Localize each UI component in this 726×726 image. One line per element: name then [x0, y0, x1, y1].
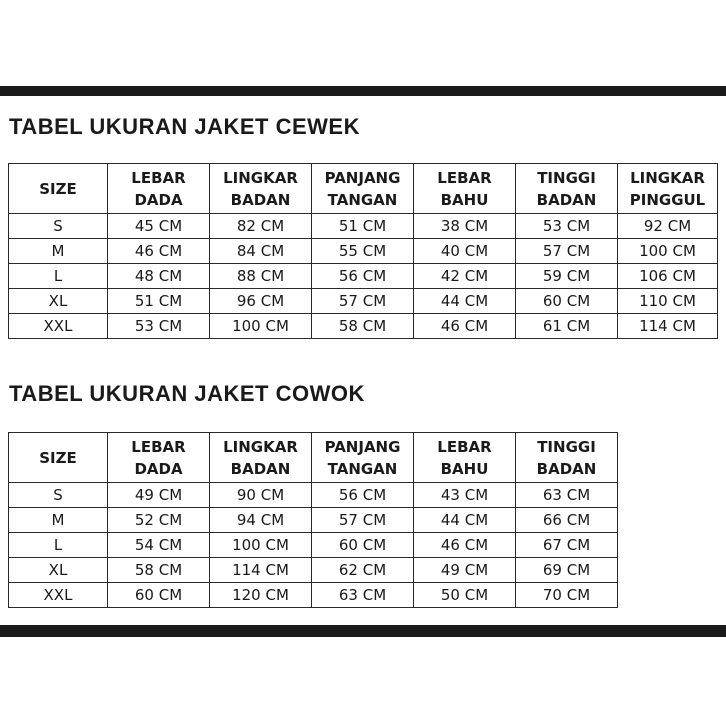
table-cell: 114 CM — [210, 558, 312, 583]
table-cell: 88 CM — [210, 264, 312, 289]
bottom-divider-bar — [0, 625, 726, 637]
header-size: SIZE — [9, 433, 108, 483]
table-cell: 57 CM — [312, 508, 414, 533]
table-cell: 52 CM — [108, 508, 210, 533]
table-cell: M — [9, 239, 108, 264]
table-cell: 42 CM — [414, 264, 516, 289]
table-cell: 100 CM — [210, 533, 312, 558]
header-lingkar-badan: LINGKAR BADAN — [210, 433, 312, 483]
header-lingkar-badan: LINGKAR BADAN — [210, 164, 312, 214]
table-cell: 53 CM — [108, 314, 210, 339]
table-cell: 58 CM — [312, 314, 414, 339]
table-header-row — [9, 433, 618, 483]
table-cell: 60 CM — [312, 533, 414, 558]
table-cell: XL — [9, 558, 108, 583]
table-cell: 69 CM — [516, 558, 618, 583]
table-cell: 54 CM — [108, 533, 210, 558]
table-cell: 50 CM — [414, 583, 516, 608]
table-cell: 94 CM — [210, 508, 312, 533]
table-cell: 63 CM — [516, 483, 618, 508]
table-cell: 44 CM — [414, 289, 516, 314]
table-row — [9, 483, 618, 508]
table-cell: 63 CM — [312, 583, 414, 608]
top-divider-bar — [0, 86, 726, 96]
table-cell: 48 CM — [108, 264, 210, 289]
table-row — [9, 558, 618, 583]
table-cell: 59 CM — [516, 264, 618, 289]
table-cell: 56 CM — [312, 483, 414, 508]
table-cell: S — [9, 214, 108, 239]
table-cell: 49 CM — [414, 558, 516, 583]
table-row — [9, 214, 718, 239]
table-title-cowok: TABEL UKURAN JAKET COWOK — [9, 381, 365, 406]
table-cell: 43 CM — [414, 483, 516, 508]
size-table-cewek — [8, 163, 718, 339]
table-cell: 53 CM — [516, 214, 618, 239]
table-cell: 84 CM — [210, 239, 312, 264]
header-lebar-dada: LEBAR DADA — [108, 164, 210, 214]
table-cell: 60 CM — [108, 583, 210, 608]
table-cell: 44 CM — [414, 508, 516, 533]
table-cell: 82 CM — [210, 214, 312, 239]
table-cell: XL — [9, 289, 108, 314]
table-title-cewek: TABEL UKURAN JAKET CEWEK — [9, 114, 360, 139]
table-cell: L — [9, 264, 108, 289]
table-cell: S — [9, 483, 108, 508]
table-row — [9, 289, 718, 314]
table-cell: 49 CM — [108, 483, 210, 508]
table-cell: 100 CM — [618, 239, 718, 264]
table-cell: 60 CM — [516, 289, 618, 314]
table-cell: 62 CM — [312, 558, 414, 583]
header-lebar-dada: LEBAR DADA — [108, 433, 210, 483]
table-cell: 61 CM — [516, 314, 618, 339]
header-tinggi-badan: TINGGI BADAN — [516, 164, 618, 214]
table-row — [9, 508, 618, 533]
table-cell: 55 CM — [312, 239, 414, 264]
table-cell: XXL — [9, 583, 108, 608]
table-cell: L — [9, 533, 108, 558]
table-cell: 58 CM — [108, 558, 210, 583]
table-row — [9, 583, 618, 608]
table-cell: 100 CM — [210, 314, 312, 339]
table-cell: 110 CM — [618, 289, 718, 314]
table-row — [9, 239, 718, 264]
table-cell: 38 CM — [414, 214, 516, 239]
header-panjang-tangan: PANJANG TANGAN — [312, 433, 414, 483]
table-cell: 51 CM — [312, 214, 414, 239]
size-table-cowok — [8, 432, 618, 608]
table-cell: 45 CM — [108, 214, 210, 239]
table-cell: 57 CM — [312, 289, 414, 314]
table-cell: 66 CM — [516, 508, 618, 533]
table-cell: 46 CM — [108, 239, 210, 264]
table-cell: 120 CM — [210, 583, 312, 608]
table-row — [9, 264, 718, 289]
table-cell: 90 CM — [210, 483, 312, 508]
table-cell: 96 CM — [210, 289, 312, 314]
header-lebar-bahu: LEBAR BAHU — [414, 164, 516, 214]
table-cell: 114 CM — [618, 314, 718, 339]
table-cell: 46 CM — [414, 533, 516, 558]
header-panjang-tangan: PANJANG TANGAN — [312, 164, 414, 214]
table-cell: 51 CM — [108, 289, 210, 314]
header-tinggi-badan: TINGGI BADAN — [516, 433, 618, 483]
table-cell: 106 CM — [618, 264, 718, 289]
table-row — [9, 314, 718, 339]
table-header-row — [9, 164, 718, 214]
table-cell: 57 CM — [516, 239, 618, 264]
table-cell: M — [9, 508, 108, 533]
table-cell: 67 CM — [516, 533, 618, 558]
table-cell: 40 CM — [414, 239, 516, 264]
table-cell: XXL — [9, 314, 108, 339]
table-cell: 56 CM — [312, 264, 414, 289]
table-cell: 92 CM — [618, 214, 718, 239]
header-lebar-bahu: LEBAR BAHU — [414, 433, 516, 483]
table-row — [9, 533, 618, 558]
header-size: SIZE — [9, 164, 108, 214]
header-lingkar-pinggul: LINGKAR PINGGUL — [618, 164, 718, 214]
table-cell: 70 CM — [516, 583, 618, 608]
table-cell: 46 CM — [414, 314, 516, 339]
